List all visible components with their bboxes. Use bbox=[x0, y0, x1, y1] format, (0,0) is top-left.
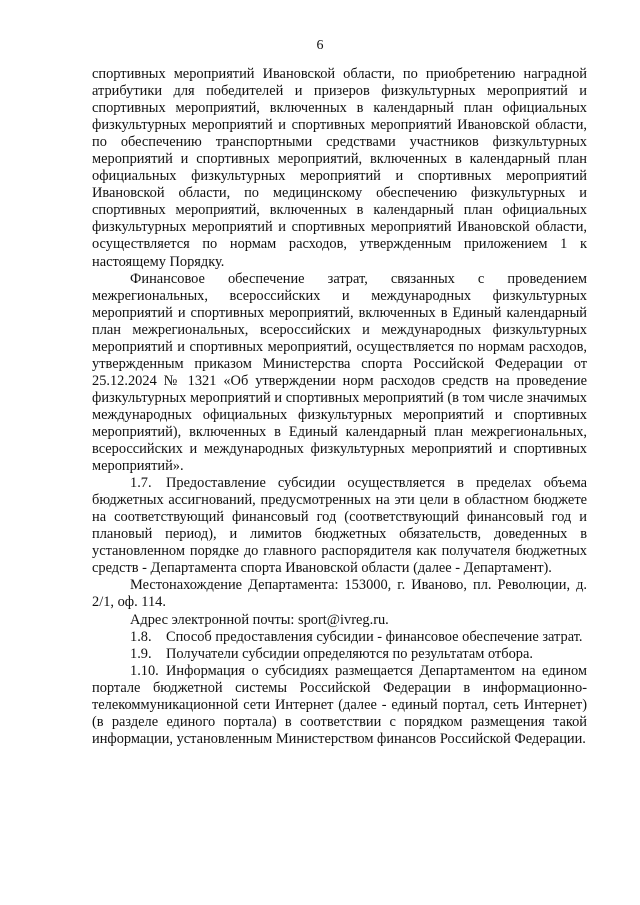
paragraph-continuation: спортивных мероприятий Ивановской области, по приобретению наградной атрибутики для победителей и призеров физкультурных мероприятий и спортивных мероприятий, включенных в календарный план официальных физкультурных мероприятий и спортивных мероприятий Ивановской области, по обеспечению транспортными средствами участников физкультурных мероприятий и спортивных мероприятий, включенных в календарный план официальных физкультурных мероприятий и спортивных мероприятий Ивановской области, по медицинскому обеспечению физкультурных и спортивных мероприятий, включенных в календарный план официальных физкультурных мероприятий и спортивных мероприятий Ивановской области, осуществляется по нормам расходов, утвержденным приложением 1 к настоящему Порядку. bbox=[92, 66, 587, 270]
clause-number-1-10: 1.10. bbox=[130, 662, 159, 679]
paragraph-department-location: Местонахождение Департамента: 153000, г. Иваново, пл. Революции, д. 2/1, оф. 114. bbox=[92, 577, 587, 611]
clause-text-1-10: Информация о субсидиях размещается Департаментом на едином портале бюджетной системы Российской Федерации в информационно-телекоммуникационной сети Интернет (далее - единый портал, сеть Интернет) (в разделе единого портала) в соответствии с порядком размещения такой информации, установленным Министерством финансов Российской Федерации. bbox=[92, 662, 587, 747]
clause-number-1-9: 1.9. bbox=[130, 645, 152, 662]
paragraph-1-9 bbox=[92, 646, 587, 663]
clause-number-1-7: 1.7. bbox=[130, 475, 152, 492]
document-body bbox=[92, 66, 587, 748]
clause-text-1-9: Получатели субсидии определяются по результатам отбора. bbox=[166, 645, 533, 662]
paragraph-email: Адрес электронной почты: sport@ivreg.ru. bbox=[130, 611, 389, 628]
paragraph-1-7 bbox=[92, 475, 587, 577]
clause-text-1-7: Предоставление субсидии осуществляется в пределах объема бюджетных ассигнований, предусмотренных на эти цели в областном бюджете на соответствующий финансовый год (соответствующий финансовый год и плановый период), и лимитов бюджетных обязательств, доведенных в установленном порядке до главного распорядителя как получателя бюджетных средств - Департамента спорта Ивановской области (далее - Департамент). bbox=[92, 475, 587, 577]
clause-number-1-8: 1.8. bbox=[130, 628, 152, 645]
paragraph-1-10 bbox=[92, 663, 587, 748]
page-number: 6 bbox=[316, 38, 324, 53]
paragraph-financing-interregional: Финансовое обеспечение затрат, связанных с проведением межрегиональных, всероссийских и международных физкультурных мероприятий и спортивных мероприятий, включенных в Единый календарный план межрегиональных, всероссийских и международных физкультурных мероприятий и спортивных мероприятий, осуществляется по нормам расходов, утвержденным приказом Министерства спорта Российской Федерации от 25.12.2024 № 1321 «Об утверждении норм расходов средств на проведение физкультурных мероприятий и спортивных мероприятий (в том числе значимых международных официальных физкультурных мероприятий и спортивных мероприятий), включенных в Единый календарный план межрегиональных, всероссийских и международных физкультурных мероприятий и спортивных мероприятий». bbox=[92, 270, 587, 475]
clause-text-1-8: Способ предоставления субсидии - финансовое обеспечение затрат. bbox=[166, 628, 583, 645]
paragraph-1-8 bbox=[92, 629, 587, 646]
